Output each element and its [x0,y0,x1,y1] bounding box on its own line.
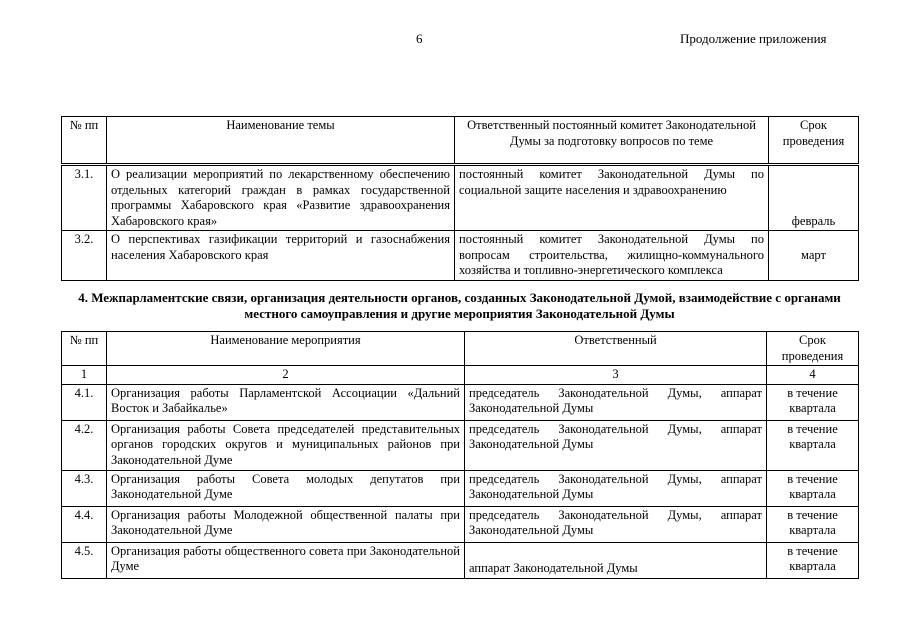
row-term: в течение квартала [767,506,859,542]
row-term: март [769,231,859,281]
table-header-row [62,117,859,165]
table-row [62,384,859,420]
colnum-2: 2 [107,366,465,385]
row-name: О перспективах газификации территорий и газоснабжения населения Хабаровского края [107,231,455,281]
header-term: Срок проведения [767,332,859,366]
column-number-row [62,366,859,385]
row-num: 4.3. [62,470,107,506]
row-resp: председатель Законодательной Думы, аппарат Законодательной Думы [465,384,767,420]
row-term: в течение квартала [767,470,859,506]
row-name: Организация работы Молодежной общественной палаты при Законодательной Думе [107,506,465,542]
header-term: Срок проведения [769,117,859,165]
row-resp: председатель Законодательной Думы, аппарат Законодательной Думы [465,506,767,542]
page-number: 6 [416,31,423,46]
table-header-row [62,332,859,366]
header-num: № пп [62,332,107,366]
row-name: Организация работы Парламентской Ассоциации «Дальний Восток и Забайкалье» [107,384,465,420]
events-table [61,331,859,579]
table-row [62,420,859,470]
row-resp: аппарат Законодательной Думы [465,542,767,578]
row-term: февраль [769,165,859,231]
colnum-4: 4 [767,366,859,385]
header-resp: Ответственный [465,332,767,366]
colnum-3: 3 [465,366,767,385]
header-resp: Ответственный постоянный комитет Законодательной Думы за подготовку вопросов по теме [455,117,769,165]
row-num: 3.2. [62,231,107,281]
row-resp: постоянный комитет Законодательной Думы по вопросам строительства, жилищно-коммунального хозяйства и топливно-энергетического комплекса [455,231,769,281]
table-row [62,165,859,231]
row-num: 3.1. [62,165,107,231]
row-num: 4.4. [62,506,107,542]
header-name: Наименование темы [107,117,455,165]
topics-table [61,116,859,281]
row-name: Организация работы общественного совета при Законодательной Думе [107,542,465,578]
row-resp: председатель Законодательной Думы, аппарат Законодательной Думы [465,470,767,506]
row-term: в течение квартала [767,420,859,470]
row-resp: председатель Законодательной Думы, аппарат Законодательной Думы [465,420,767,470]
row-name: О реализации мероприятий по лекарственному обеспечению отдельных категорий граждан в рамках государственной программы Хабаровского края «Развитие здравоохранения Хабаровского края» [107,165,455,231]
section-4-title: 4. Межпарламентские связи, организация деятельности органов, созданных Законодательной Думой, взаимодействие с органами местного самоуправления и другие мероприятия Законодательной Думы [78,290,841,321]
row-resp: постоянный комитет Законодательной Думы по социальной защите населения и здравоохранению [455,165,769,231]
header-num: № пп [62,117,107,165]
colnum-1: 1 [62,366,107,385]
table-row [62,506,859,542]
continuation-label: Продолжение приложения [680,31,827,46]
row-term: в течение квартала [767,542,859,578]
table-row [62,470,859,506]
row-num: 4.2. [62,420,107,470]
header-name: Наименование мероприятия [107,332,465,366]
table-row [62,542,859,578]
row-term: в течение квартала [767,384,859,420]
row-num: 4.1. [62,384,107,420]
table-row [62,231,859,281]
row-name: Организация работы Совета молодых депутатов при Законодательной Думе [107,470,465,506]
row-num: 4.5. [62,542,107,578]
row-name: Организация работы Совета председателей представительных органов городских округов и муниципальных районов при Законодательной Думе [107,420,465,470]
